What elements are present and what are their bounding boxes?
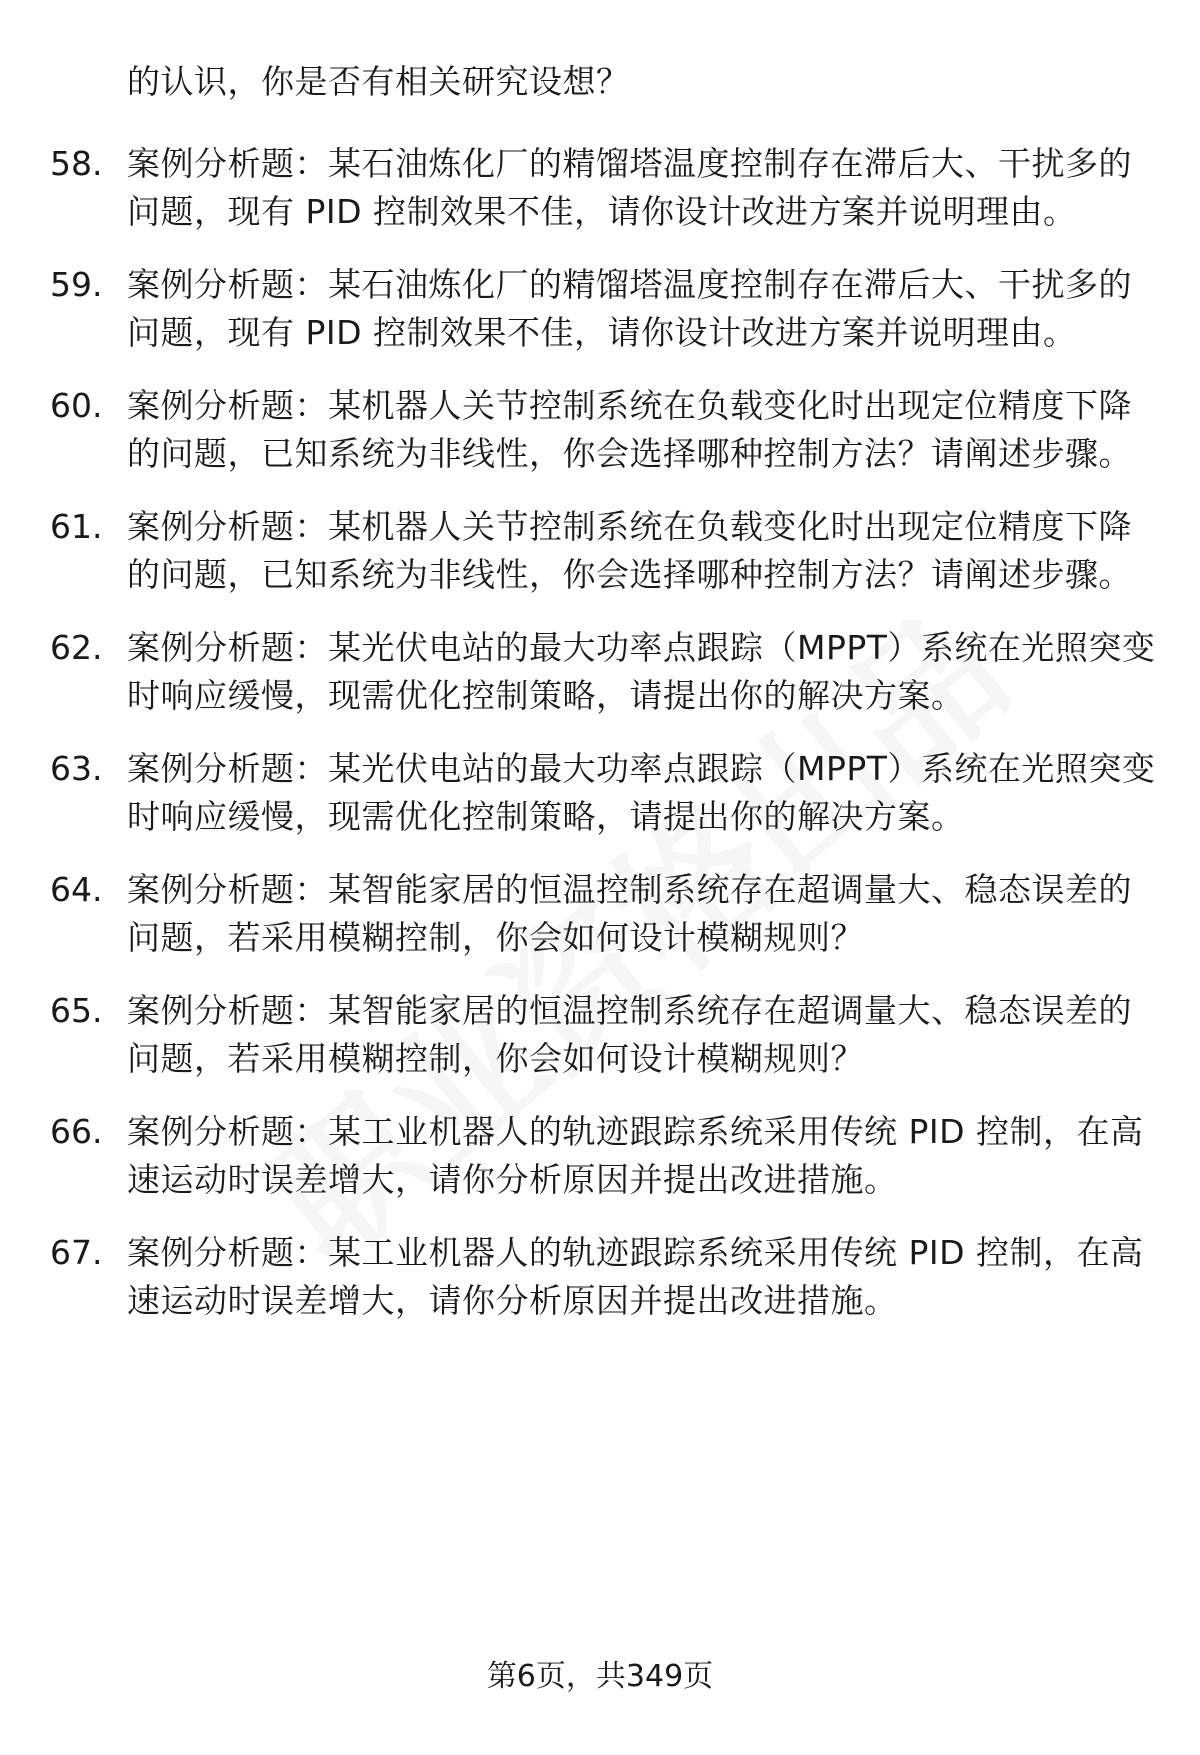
question-number: 65.: [50, 991, 103, 1030]
question-number: 61.: [50, 507, 103, 546]
question-item: [0, 140, 1200, 236]
question-number: 59.: [50, 265, 103, 304]
question-text: 案例分析题：某工业机器人的轨迹跟踪系统采用传统 PID 控制，在高速运动时误差增大，请你分析原因并提出改进措施。: [127, 1112, 1144, 1199]
question-number: 62.: [50, 628, 103, 667]
question-number: 63.: [50, 749, 103, 788]
question-item: [0, 866, 1200, 962]
question-item: [0, 261, 1200, 357]
page-footer: 第6页，共349页: [486, 1659, 714, 1694]
question-text: 案例分析题：某光伏电站的最大功率点跟踪（MPPT）系统在光照突变时响应缓慢，现需优化控制策略，请提出你的解决方案。: [127, 628, 1156, 715]
question-text: 案例分析题：某智能家居的恒温控制系统存在超调量大、稳态误差的问题，若采用模糊控制，你会如何设计模糊规则？: [127, 991, 1132, 1078]
question-number: 60.: [50, 386, 103, 425]
question-text: 案例分析题：某石油炼化厂的精馏塔温度控制存在滞后大、干扰多的问题，现有 PID 控制效果不佳，请你设计改进方案并说明理由。: [127, 265, 1132, 352]
question-item: [0, 624, 1200, 720]
question-text: 案例分析题：某工业机器人的轨迹跟踪系统采用传统 PID 控制，在高速运动时误差增大，请你分析原因并提出改进措施。: [127, 1233, 1144, 1320]
question-item: [0, 1229, 1200, 1325]
question-item: [0, 745, 1200, 841]
question-number: 64.: [50, 870, 103, 909]
question-item: [0, 987, 1200, 1083]
question-text: 案例分析题：某机器人关节控制系统在负载变化时出现定位精度下降的问题，已知系统为非线性，你会选择哪种控制方法？请阐述步骤。: [127, 386, 1132, 473]
question-item: [0, 382, 1200, 478]
question-text: 案例分析题：某石油炼化厂的精馏塔温度控制存在滞后大、干扰多的问题，现有 PID 控制效果不佳，请你设计改进方案并说明理由。: [127, 144, 1132, 231]
question-text: 案例分析题：某机器人关节控制系统在负载变化时出现定位精度下降的问题，已知系统为非线性，你会选择哪种控制方法？请阐述步骤。: [127, 507, 1132, 594]
continuation-text: 的认识，你是否有相关研究设想？: [127, 62, 630, 101]
question-text: 案例分析题：某光伏电站的最大功率点跟踪（MPPT）系统在光照突变时响应缓慢，现需优化控制策略，请提出你的解决方案。: [127, 749, 1156, 836]
question-number: 67.: [50, 1233, 103, 1272]
question-item: [0, 1108, 1200, 1204]
question-text: 案例分析题：某智能家居的恒温控制系统存在超调量大、稳态误差的问题，若采用模糊控制，你会如何设计模糊规则？: [127, 870, 1132, 957]
question-list: [0, 140, 1200, 1350]
question-number: 58.: [50, 144, 103, 183]
question-number: 66.: [50, 1112, 103, 1151]
question-item: [0, 503, 1200, 599]
